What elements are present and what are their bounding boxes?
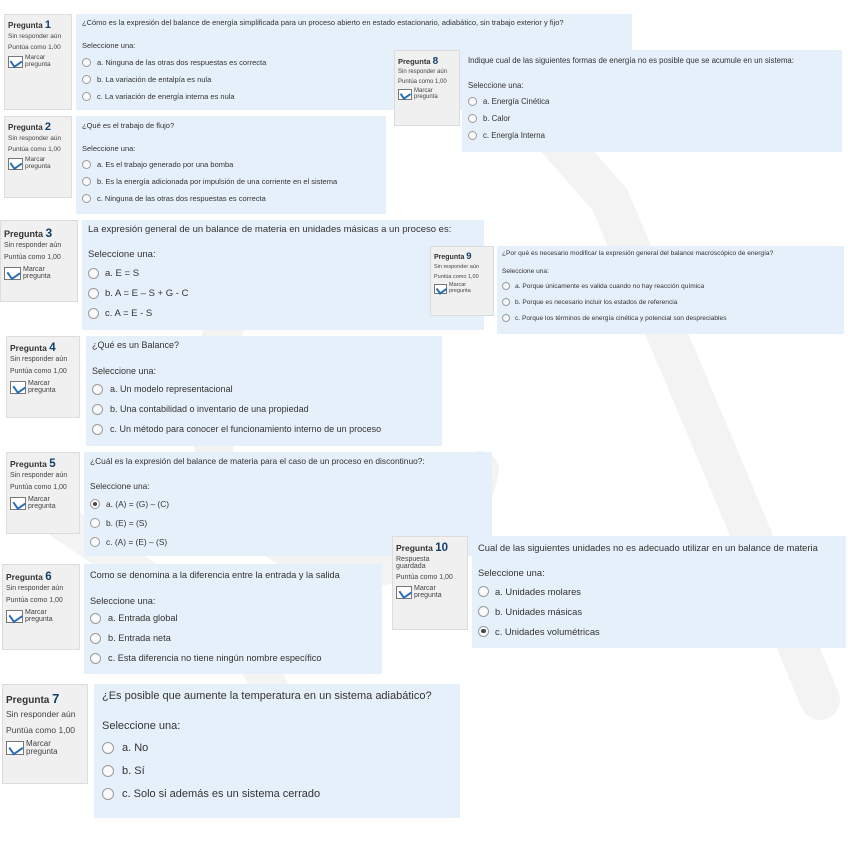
answer-option[interactable]: c. Energía Interna <box>468 127 836 144</box>
flag-question-button[interactable]: Marcar pregunta <box>10 496 76 511</box>
question-text: ¿Por qué es necesario modificar la expresión general del balance macroscópico de energía? <box>502 250 774 257</box>
radio-button[interactable] <box>88 268 99 279</box>
question-state: Sin responder aún <box>8 33 62 40</box>
flag-icon <box>396 586 412 599</box>
radio-button[interactable] <box>82 194 91 203</box>
question-text: ¿Qué es el trabajo de flujo? <box>82 121 175 130</box>
question-text: ¿Cómo es la expresión del balance de energía simplificada para un proceso abierto en estado estacionario, adiabático, sin trabajo exterior y fijo? <box>82 18 564 27</box>
radio-button[interactable] <box>90 499 100 509</box>
radio-button[interactable] <box>90 518 100 528</box>
flag-question-button[interactable]: Marcar pregunta <box>6 609 76 624</box>
answer-option[interactable]: c. A = E - S <box>88 303 478 323</box>
flag-icon <box>8 158 23 170</box>
question-text: La expresión general de un balance de materia en unidades másicas a un proceso es: <box>88 224 452 235</box>
question-5: Pregunta 5 Sin responder aún Puntúa como 1,00 Marcar pregunta ¿Cuál es la expresión del balance de materia para el caso de un proceso en discontinuo?: Seleccione una: a. (A) = (G) – (C) b. (E) = (S) c. (A) = (E) – (S) <box>6 452 492 556</box>
flag-question-button[interactable]: Marcar pregunta <box>6 740 84 757</box>
radio-button[interactable] <box>502 282 510 290</box>
answer-option[interactable]: a. (A) = (G) – (C) <box>90 494 486 513</box>
radio-button[interactable] <box>90 633 101 644</box>
radio-button[interactable] <box>478 626 489 637</box>
radio-button[interactable] <box>468 114 477 123</box>
flag-icon <box>10 497 26 510</box>
radio-button[interactable] <box>82 160 91 169</box>
radio-button[interactable] <box>102 788 114 800</box>
radio-button[interactable] <box>502 314 510 322</box>
answer-option[interactable]: a. Entrada global <box>90 608 376 628</box>
flag-question-button[interactable] <box>8 55 68 69</box>
answer-option[interactable]: b. Entrada neta <box>90 628 376 648</box>
question-text: Como se denomina a la diferencia entre la entrada y la salida <box>90 570 340 580</box>
answer-option[interactable]: b. Una contabilidad o inventario de una propiedad <box>92 399 436 419</box>
answer-option[interactable]: b. (E) = (S) <box>90 513 486 532</box>
flag-question-button[interactable]: Marcar pregunta <box>10 380 76 395</box>
answer-option[interactable]: a. E = S <box>88 263 478 283</box>
answer-option[interactable]: a. Porque únicamente es valida cuando no hay reacción química <box>502 278 839 294</box>
question-points: Puntúa como 1,00 <box>8 44 61 51</box>
radio-button[interactable] <box>90 653 101 664</box>
answer-option[interactable]: a. Un modelo representacional <box>92 379 436 399</box>
flag-icon <box>8 56 23 68</box>
question-8: Pregunta 8 Sin responder aún Puntúa como 1,00 Marcar pregunta Indique cual de las siguientes formas de energía no es posible que se acumule en un sistema: Seleccione una: a. Energía Cinética b. Calor c. Energía Interna <box>394 50 842 152</box>
question-9: Pregunta 9 Sin responder aún Puntúa como 1,00 Marcar pregunta ¿Por qué es necesario modificar la expresión general del balance macroscópico de energía? Seleccione una: a. Porque únicamente es valida cuando no hay reacción química b. Porque es necesario incluir los estados de referencia c. Porque los términos de energía cinética y potencial son despreciables <box>430 246 844 334</box>
answer-option[interactable]: c. Esta diferencia no tiene ningún nombre específico <box>90 648 376 668</box>
answer-option[interactable]: c. La variación de energía interna es nula <box>82 88 626 105</box>
answer-option[interactable]: a. Unidades molares <box>478 581 840 601</box>
answer-option[interactable]: c. Solo si además es un sistema cerrado <box>102 782 452 805</box>
flag-question-button[interactable]: Marcar pregunta <box>396 585 464 600</box>
answer-option[interactable]: a. No <box>102 736 452 759</box>
flag-icon <box>6 610 23 623</box>
answer-option[interactable]: b. Unidades másicas <box>478 601 840 621</box>
radio-button[interactable] <box>82 58 91 67</box>
flag-question-button[interactable]: Marcar pregunta <box>4 266 74 281</box>
flag-question-button[interactable]: Marcar pregunta <box>8 157 68 171</box>
radio-button[interactable] <box>502 298 510 306</box>
radio-button[interactable] <box>468 97 477 106</box>
radio-button[interactable] <box>468 131 477 140</box>
radio-button[interactable] <box>82 177 91 186</box>
flag-icon <box>4 267 21 280</box>
radio-button[interactable] <box>478 586 489 597</box>
flag-icon <box>398 89 412 100</box>
radio-button[interactable] <box>82 92 91 101</box>
radio-button[interactable] <box>90 613 101 624</box>
question-text: ¿Es posible que aumente la temperatura en un sistema adiabático? <box>102 690 432 702</box>
flag-icon <box>434 284 447 294</box>
flag-icon <box>6 741 24 755</box>
radio-button[interactable] <box>102 742 114 754</box>
question-10: Pregunta 10 Respuesta guardada Puntúa como 1,00 Marcar pregunta Cual de las siguientes unidades no es adecuado utilizar en un balance de materia Seleccione una: a. Unidades molares b. Unidades másicas c. Unidades volumétricas <box>392 536 846 648</box>
question-number: Pregunta 1 <box>8 19 52 31</box>
answer-option[interactable]: a. Ninguna de las otras dos respuestas es correcta <box>82 54 626 71</box>
answer-option[interactable]: c. Porque los términos de energía cinética y potencial son despreciables <box>502 310 839 326</box>
flag-icon <box>10 381 26 394</box>
answer-option[interactable]: b. La variación de entalpía es nula <box>82 71 626 88</box>
radio-button[interactable] <box>82 75 91 84</box>
answer-option[interactable]: b. Calor <box>468 110 836 127</box>
radio-button[interactable] <box>478 606 489 617</box>
radio-button[interactable] <box>92 404 103 415</box>
flag-question-button[interactable]: Marcar pregunta <box>398 88 456 101</box>
answer-option[interactable]: a. Energía Cinética <box>468 93 836 110</box>
select-prompt: Seleccione una: <box>82 41 136 50</box>
flag-question-button[interactable]: Marcar pregunta <box>434 283 490 295</box>
radio-button[interactable] <box>92 384 103 395</box>
question-7: Pregunta 7 Sin responder aún Puntúa como 1,00 Marcar pregunta ¿Es posible que aumente la temperatura en un sistema adiabático? Seleccione una: a. No b. Sí c. Solo si además es un sistema cerrado <box>2 684 460 818</box>
radio-button[interactable] <box>88 288 99 299</box>
question-6: Pregunta 6 Sin responder aún Puntúa como 1,00 Marcar pregunta Como se denomina a la diferencia entre la entrada y la salida Seleccione una: a. Entrada global b. Entrada neta c. Esta diferencia no tiene ningún nombre específico <box>2 564 382 674</box>
question-text: ¿Qué es un Balance? <box>92 340 180 350</box>
radio-button[interactable] <box>90 537 100 547</box>
answer-option[interactable]: b. A = E – S + G - C <box>88 283 478 303</box>
radio-button[interactable] <box>102 765 114 777</box>
question-3: Pregunta 3 Sin responder aún Puntúa como 1,00 Marcar pregunta La expresión general de un balance de materia en unidades másicas a un proceso es: Seleccione una: a. E = S b. A = E – S + G - C c. A = E - S <box>0 220 484 330</box>
answer-option[interactable]: b. Sí <box>102 759 452 782</box>
radio-button[interactable] <box>92 424 103 435</box>
answer-option[interactable]: c. Unidades volumétricas <box>478 621 840 641</box>
answer-option[interactable]: a. Es el trabajo generado por una bomba <box>82 156 380 173</box>
answer-option[interactable]: c. (A) = (E) – (S) <box>90 532 486 551</box>
question-text: ¿Cuál es la expresión del balance de materia para el caso de un proceso en discontinuo?: <box>90 456 425 466</box>
answer-option[interactable]: b. Porque es necesario incluir los estados de referencia <box>502 294 839 310</box>
radio-button[interactable] <box>88 308 99 319</box>
answer-option[interactable]: c. Un método para conocer el funcionamiento interno de un proceso <box>92 419 436 439</box>
question-text: Indique cual de las siguientes formas de energía no es posible que se acumule en un sistema: <box>468 56 794 65</box>
flag-label: Marcar pregunta <box>25 54 51 68</box>
question-text: Cual de las siguientes unidades no es adecuado utilizar en un balance de materia <box>478 542 818 553</box>
question-4: Pregunta 4 Sin responder aún Puntúa como 1,00 Marcar pregunta ¿Qué es un Balance? Seleccione una: a. Un modelo representacional b. Una contabilidad o inventario de una propiedad c. Un método para conocer el funcionamiento interno de un proceso <box>6 336 442 446</box>
answer-option[interactable]: b. Es la energía adicionada por impulsión de una corriente en el sistema <box>82 173 380 190</box>
answer-option[interactable]: c. Ninguna de las otras dos respuestas es correcta <box>82 190 380 207</box>
question-2: Pregunta 2 Sin responder aún Puntúa como 1,00 Marcar pregunta ¿Qué es el trabajo de flujo? Seleccione una: a. Es el trabajo generado por una bomba b. Es la energía adicionada por impulsión de una corriente en el sistema c. Ninguna de las otras dos respuestas es correcta <box>4 116 386 214</box>
